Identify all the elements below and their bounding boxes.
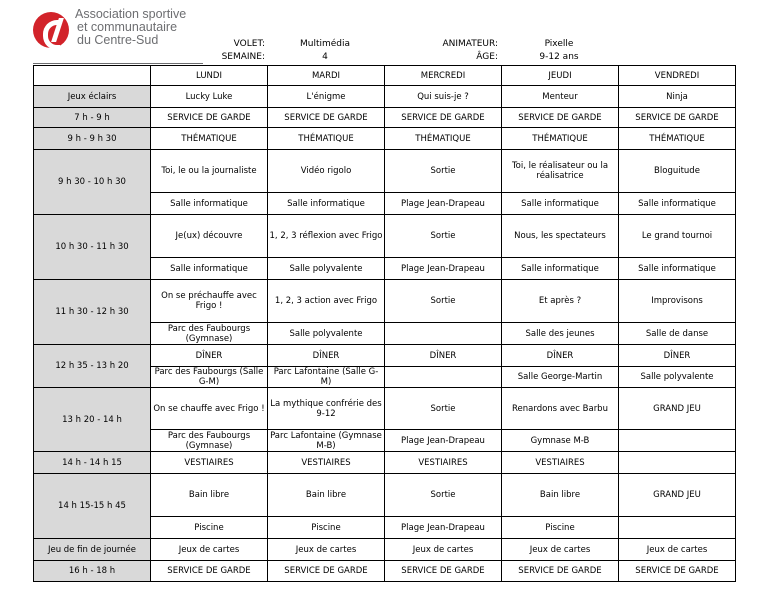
activity-cell: Je(ux) découvre — [151, 215, 268, 258]
location-cell: Salle informatique — [502, 258, 619, 280]
activity-cell: SERVICE DE GARDE — [385, 108, 502, 128]
semaine-label: SEMAINE: — [221, 52, 265, 62]
activity-cell: 1, 2, 3 action avec Frigo — [268, 280, 385, 323]
activity-cell: Bain libre — [151, 474, 268, 517]
activity-cell: Bain libre — [268, 474, 385, 517]
location-cell: Salle polyvalente — [619, 367, 736, 388]
logo-line-2: et communautaire — [77, 20, 178, 34]
table-row — [34, 86, 736, 108]
activity-cell: DÎNER — [619, 345, 736, 367]
location-cell: Parc Lafontaine (Salle G-M) — [268, 367, 385, 388]
location-cell: Parc des Faubourgs (Salle G-M) — [151, 367, 268, 388]
logo-line-1: Association sportive — [75, 7, 187, 21]
semaine-value: 4 — [322, 52, 328, 62]
animateur-label: ANIMATEUR: — [442, 39, 498, 49]
time-slot-cell: 13 h 20 - 14 h — [34, 388, 151, 452]
day-header-row — [34, 66, 736, 86]
logo-divider — [33, 63, 203, 64]
logo-icon — [33, 12, 69, 48]
activity-cell: SERVICE DE GARDE — [502, 108, 619, 128]
time-slot-cell: 14 h - 14 h 15 — [34, 452, 151, 474]
table-row — [34, 280, 736, 323]
activity-cell: Sortie — [385, 150, 502, 193]
activity-cell: SERVICE DE GARDE — [502, 561, 619, 582]
volet-value: Multimédia — [299, 39, 351, 49]
location-cell: Plage Jean-Drapeau — [385, 258, 502, 280]
location-cell: Plage Jean-Drapeau — [385, 517, 502, 539]
time-slot-cell: 12 h 35 - 13 h 20 — [34, 345, 151, 388]
activity-cell: THÉMATIQUE — [151, 128, 268, 150]
activity-cell: Ninja — [619, 86, 736, 108]
activity-cell: Sortie — [385, 388, 502, 430]
activity-cell — [619, 452, 736, 474]
activity-cell: SERVICE DE GARDE — [619, 561, 736, 582]
logo-text — [75, 8, 186, 47]
activity-cell: VESTIAIRES — [151, 452, 268, 474]
table-row — [34, 539, 736, 561]
activity-cell: Qui suis-je ? — [385, 86, 502, 108]
activity-cell: On se chauffe avec Frigo ! — [151, 388, 268, 430]
location-cell: Salle informatique — [268, 193, 385, 215]
day-header: MARDI — [268, 66, 385, 86]
time-slot-cell: Jeu de fin de journée — [34, 539, 151, 561]
table-row — [34, 452, 736, 474]
activity-cell: Sortie — [385, 474, 502, 517]
location-cell: Parc Lafontaine (Gymnase M-B) — [268, 430, 385, 452]
time-slot-cell: 16 h - 18 h — [34, 561, 151, 582]
table-row — [34, 108, 736, 128]
activity-cell: Renardons avec Barbu — [502, 388, 619, 430]
activity-cell: SERVICE DE GARDE — [268, 561, 385, 582]
age-label: ÂGE: — [476, 52, 498, 62]
activity-cell: Le grand tournoi — [619, 215, 736, 258]
activity-cell: Lucky Luke — [151, 86, 268, 108]
activity-cell: THÉMATIQUE — [385, 128, 502, 150]
activity-cell: VESTIAIRES — [268, 452, 385, 474]
activity-cell: Bloguitude — [619, 150, 736, 193]
location-cell: Salle des jeunes — [502, 323, 619, 345]
activity-cell: Et après ? — [502, 280, 619, 323]
activity-cell: Jeux de cartes — [268, 539, 385, 561]
activity-cell: THÉMATIQUE — [502, 128, 619, 150]
logo-line-3: du Centre-Sud — [77, 33, 159, 47]
activity-cell: DÎNER — [151, 345, 268, 367]
time-slot-cell: 10 h 30 - 11 h 30 — [34, 215, 151, 280]
activity-cell: SERVICE DE GARDE — [619, 108, 736, 128]
time-slot-cell: 11 h 30 - 12 h 30 — [34, 280, 151, 345]
location-cell: Salle informatique — [151, 258, 268, 280]
location-cell: Piscine — [268, 517, 385, 539]
table-row — [34, 215, 736, 258]
activity-cell: GRAND JEU — [619, 388, 736, 430]
activity-cell: Nous, les spectateurs — [502, 215, 619, 258]
activity-cell: 1, 2, 3 réflexion avec Frigo — [268, 215, 385, 258]
activity-cell: L'énigme — [268, 86, 385, 108]
location-cell — [385, 323, 502, 345]
activity-cell: THÉMATIQUE — [619, 128, 736, 150]
location-cell: Salle informatique — [502, 193, 619, 215]
time-slot-cell: 9 h - 9 h 30 — [34, 128, 151, 150]
time-slot-cell: 9 h 30 - 10 h 30 — [34, 150, 151, 215]
time-slot-cell: 7 h - 9 h — [34, 108, 151, 128]
activity-cell: DÎNER — [385, 345, 502, 367]
activity-cell: Toi, le ou la journaliste — [151, 150, 268, 193]
location-cell — [385, 367, 502, 388]
activity-cell: Sortie — [385, 280, 502, 323]
activity-cell: GRAND JEU — [619, 474, 736, 517]
volet-label: VOLET: — [233, 39, 265, 49]
location-cell — [619, 517, 736, 539]
location-cell: Salle informatique — [619, 258, 736, 280]
location-cell: Plage Jean-Drapeau — [385, 430, 502, 452]
activity-cell: VESTIAIRES — [502, 452, 619, 474]
table-row — [34, 388, 736, 430]
activity-cell: Jeux de cartes — [619, 539, 736, 561]
location-cell: Salle informatique — [619, 193, 736, 215]
activity-cell: DÎNER — [502, 345, 619, 367]
table-row — [34, 561, 736, 582]
activity-cell: La mythique confrérie des 9-12 — [268, 388, 385, 430]
age-value: 9-12 ans — [539, 52, 579, 62]
day-header: MERCREDI — [385, 66, 502, 86]
activity-cell: Sortie — [385, 215, 502, 258]
location-cell: Gymnase M-B — [502, 430, 619, 452]
organization-logo — [33, 8, 203, 62]
animateur-value: Pixelle — [544, 39, 574, 49]
table-row — [34, 474, 736, 517]
table-row — [34, 150, 736, 193]
activity-cell: Bain libre — [502, 474, 619, 517]
activity-cell: Jeux de cartes — [502, 539, 619, 561]
table-row — [34, 345, 736, 367]
location-cell: Salle informatique — [151, 193, 268, 215]
activity-cell: Jeux de cartes — [385, 539, 502, 561]
activity-cell: Vidéo rigolo — [268, 150, 385, 193]
location-cell — [619, 430, 736, 452]
activity-cell: THÉMATIQUE — [268, 128, 385, 150]
header-corner — [34, 66, 151, 86]
activity-cell: Improvisons — [619, 280, 736, 323]
location-cell: Salle de danse — [619, 323, 736, 345]
location-cell: Salle polyvalente — [268, 258, 385, 280]
schedule-table — [33, 65, 736, 582]
activity-cell: VESTIAIRES — [385, 452, 502, 474]
location-cell: Plage Jean-Drapeau — [385, 193, 502, 215]
activity-cell: Menteur — [502, 86, 619, 108]
activity-cell: On se préchauffe avec Frigo ! — [151, 280, 268, 323]
time-slot-cell: Jeux éclairs — [34, 86, 151, 108]
location-cell: Parc des Faubourgs (Gymnase) — [151, 323, 268, 345]
day-header: VENDREDI — [619, 66, 736, 86]
location-cell: Piscine — [502, 517, 619, 539]
activity-cell: SERVICE DE GARDE — [268, 108, 385, 128]
table-row — [34, 128, 736, 150]
location-cell: Salle George-Martin — [502, 367, 619, 388]
activity-cell: DÎNER — [268, 345, 385, 367]
day-header: JEUDI — [502, 66, 619, 86]
activity-cell: Toi, le réalisateur ou la réalisatrice — [502, 150, 619, 193]
time-slot-cell: 14 h 15-15 h 45 — [34, 474, 151, 539]
activity-cell: SERVICE DE GARDE — [385, 561, 502, 582]
location-cell: Parc des Faubourgs (Gymnase) — [151, 430, 268, 452]
location-cell: Piscine — [151, 517, 268, 539]
location-cell: Salle polyvalente — [268, 323, 385, 345]
activity-cell: SERVICE DE GARDE — [151, 561, 268, 582]
day-header: LUNDI — [151, 66, 268, 86]
activity-cell: SERVICE DE GARDE — [151, 108, 268, 128]
activity-cell: Jeux de cartes — [151, 539, 268, 561]
